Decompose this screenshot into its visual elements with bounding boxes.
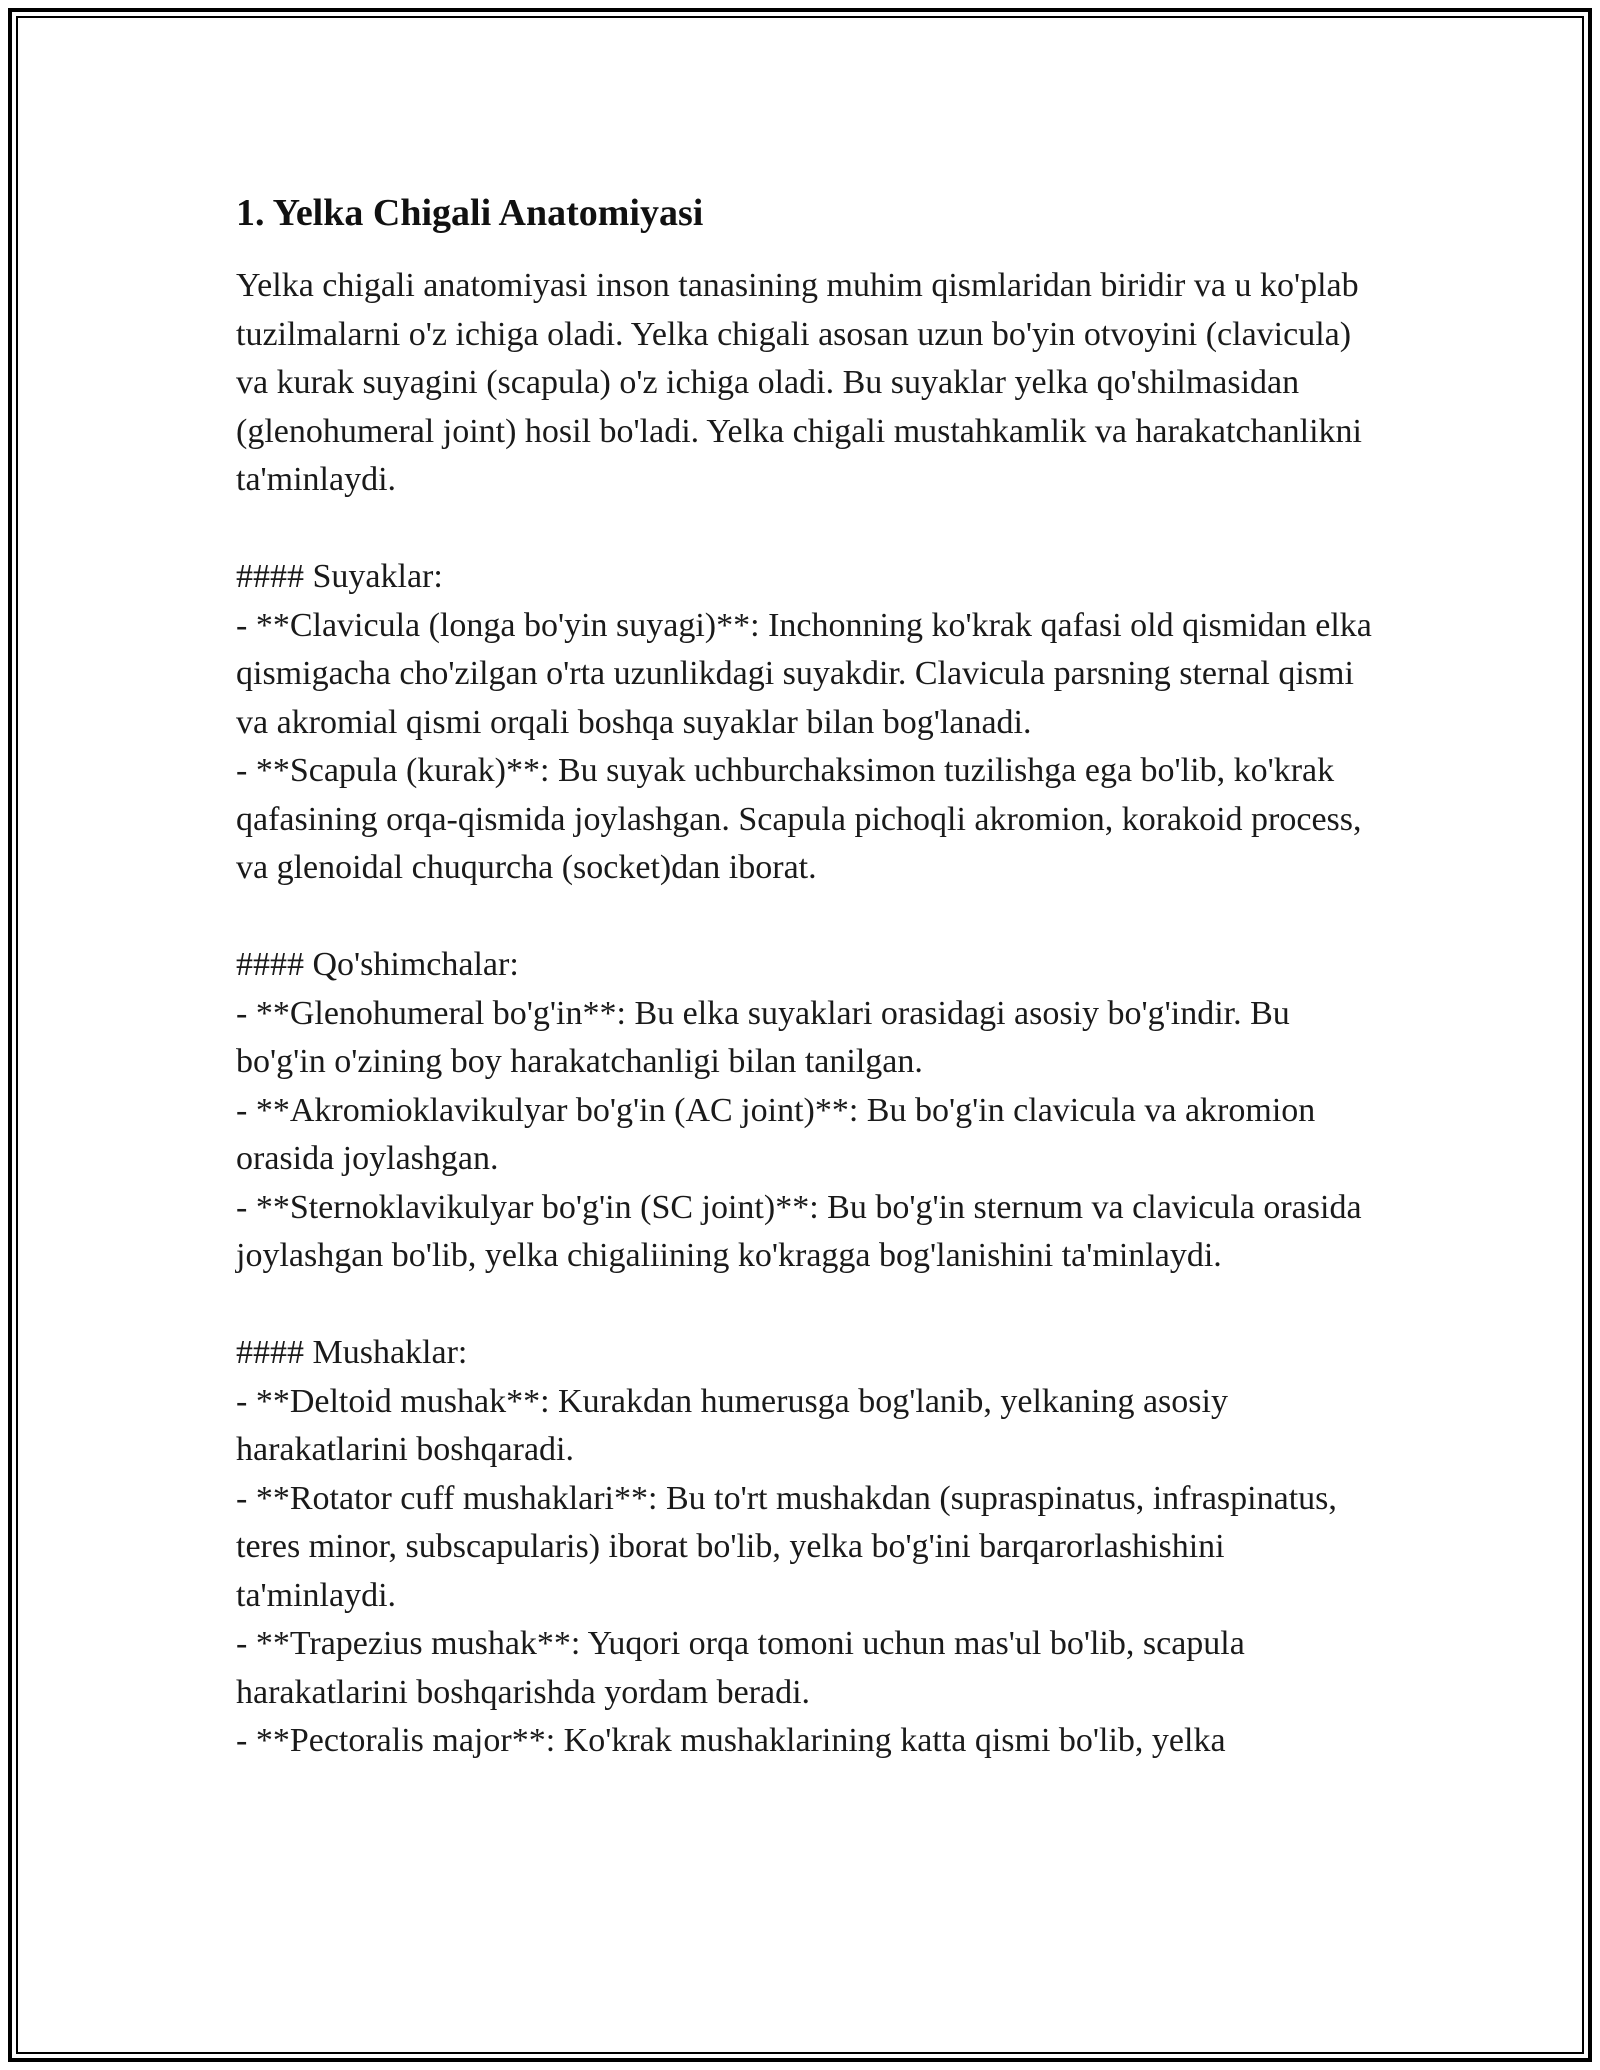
list-item: - **Trapezius mushak**: Yuqori orqa tomoni uchun mas'ul bo'lib, scapula harakatlarini boshqarishda yordam beradi.	[236, 1625, 1245, 1711]
list-item: - **Akromioklavikulyar bo'g'in (AC joint)**: Bu bo'g'in clavicula va akromion orasida joylashgan.	[236, 1091, 1316, 1177]
section-qoshimchalar	[236, 941, 1386, 1281]
section-mushaklar	[236, 1329, 1386, 1766]
section-suyaklar	[236, 553, 1386, 893]
list-item: - **Sternoklavikulyar bo'g'in (SC joint)**: Bu bo'g'in sternum va clavicula orasida joylashgan bo'lib, yelka chigaliining ko'kragga bog'lanishini ta'minlaydi.	[236, 1188, 1362, 1274]
section-heading: #### Qo'shimchalar:	[236, 946, 519, 983]
list-item: - **Scapula (kurak)**: Bu suyak uchburchaksimon tuzilishga ega bo'lib, ko'krak qafasining orqa-qismida joylashgan. Scapula pichoqli akromion, korakoid process, va glenoidal chuqurcha (socket)dan iborat.	[236, 752, 1362, 886]
list-item: - **Clavicula (longa bo'yin suyagi)**: Inchonning ko'krak qafasi old qismidan elka qismigacha cho'zilgan o'rta uzunlikdagi suyakdir. Clavicula parsning sternal qismi va akromial qismi orqali boshqa suyaklar bilan bog'lanadi.	[236, 606, 1372, 741]
list-item: - **Deltoid mushak**: Kurakdan humerusga bog'lanib, yelkaning asosiy harakatlarini boshqaradi.	[236, 1382, 1228, 1468]
list-item: - **Glenohumeral bo'g'in**: Bu elka suyaklari orasidagi asosiy bo'g'indir. Bu bo'g'in o'zining boy harakatchanligi bilan tanilgan.	[236, 994, 1290, 1080]
section-heading: #### Mushaklar:	[236, 1334, 468, 1371]
section-heading: #### Suyaklar:	[236, 558, 443, 595]
list-item: - **Pectoralis major**: Ko'krak mushaklarining katta qismi bo'lib, yelka	[236, 1722, 1226, 1759]
document-title: 1. Yelka Chigali Anatomiyasi	[236, 192, 704, 234]
intro-paragraph: Yelka chigali anatomiyasi inson tanasining muhim qismlaridan biridir va u ko'plab tuzilmalarni o'z ichiga oladi. Yelka chigali asosan uzun bo'yin otvoyini (clavicula) va kurak suyagini (scapula) o'z ichiga oladi. Bu suyaklar yelka qo'shilmasidan (glenohumeral joint) hosil bo'ladi. Yelka chigali mustahkamlik va harakatchanlikni ta'minlaydi.	[236, 267, 1362, 498]
document-body	[236, 186, 1386, 1814]
list-item: - **Rotator cuff mushaklari**: Bu to'rt mushakdan (supraspinatus, infraspinatus, teres minor, subscapularis) iborat bo'lib, yelka bo'g'ini barqarorlashishini ta'minlaydi.	[236, 1479, 1337, 1614]
